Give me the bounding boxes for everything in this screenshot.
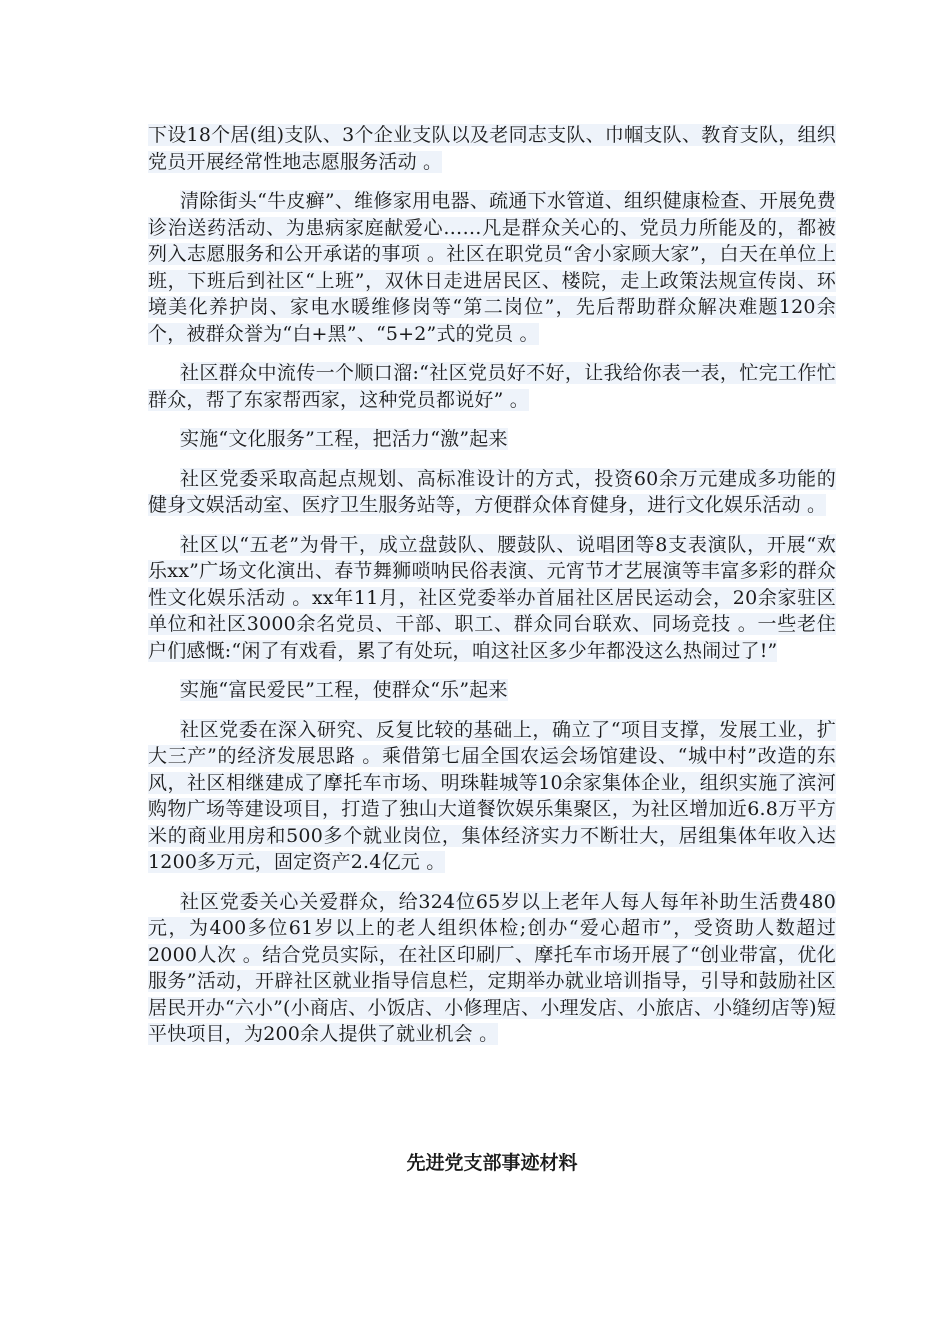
paragraph-text: 实施“富民爱民”工程，使群众“乐”起来 [180, 679, 508, 701]
paragraph-culture-facilities [148, 466, 836, 519]
paragraph-text: 社区党委在深入研究、反复比较的基础上，确立了“项目支撑，发展工业，扩大三产”的经济发展思路 。乘借第七届全国农运会场馆建设、“城中村”改造的东风，社区相继建成了摩托车市场、明珠鞋城等10余家集体企业，组织实施了滨河购物广场等建设项目，打造了独山大道餐饮娱乐集聚区，为社区增加近6.8万平方米的商业用房和500多个就业岗位，集体经济实力不断壮大，居组集体年收入达1200多万元，固定资产2.4亿元 。 [148, 718, 836, 873]
paragraph-text: 社区群众中流传一个顺口溜:“社区党员好不好，让我给你表一表，忙完工作忙群众，帮了东家帮西家，这种党员都说好” 。 [148, 362, 836, 411]
document-body [148, 122, 836, 1061]
paragraph-folk-rhyme [148, 360, 836, 413]
paragraph-text: 社区以“五老”为骨干，成立盘鼓队、腰鼓队、说唱团等8支表演队，开展“欢乐xx”广场文化演出、春节舞狮唢呐民俗表演、元宵节才艺展演等丰富多彩的群众性文化娱乐活动 。xx年11月，社区党委举办首届社区居民运动会，20余家驻区单位和社区3000余名党员、干部、职工、群众同台联欢、同场竞技 。一些老住户们感慨:“闲了有戏看，累了有处玩，咱这社区多少年都没这么热闹过了!” [148, 533, 836, 662]
section-heading-enrich-people [148, 677, 836, 704]
paragraph-text: 清除街头“牛皮癣”、维修家用电器、疏通下水管道、组织健康检查、开展免费诊治送药活动、为患病家庭献爱心……凡是群众关心的、党员力所能及的，都被列入志愿服务和公开承诺的事项 。社区在职党员“舍小家顾大家”，白天在单位上班，下班后到社区“上班”，双休日走进居民区、楼院，走上政策法规宣传岗、环境美化养护岗、家电水暖维修岗等“第二岗位”，先后帮助群众解决难题120余个，被群众誉为“白+黑”、“5+2”式的党员 。 [148, 190, 836, 345]
paragraph-text: 社区党委关心关爱群众，给324位65岁以上老年人每人每年补助生活费480元，为400多位61岁以上的老人组织体检;创办“爱心超市”，受资助人数超过2000人次 。结合党员实际，在社区印刷厂、摩托车市场开展了“创业带富，优化服务”活动，开辟社区就业指导信息栏，定期举办就业培训指导，引导和鼓励社区居民开办“六小”(小商店、小饭店、小修理店、小理发店、小旅店、小缝纫店等)短平快项目，为200余人提供了就业机会 。 [148, 890, 836, 1045]
document-title: 先进党支部事迹材料 [406, 1152, 578, 1174]
paragraph-text: 实施“文化服务”工程，把活力“激”起来 [180, 428, 508, 450]
paragraph-care-for-people [148, 889, 836, 1048]
paragraph-volunteer-services [148, 188, 836, 347]
paragraph-volunteer-teams [148, 122, 836, 175]
section-heading-culture-service [148, 426, 836, 453]
paragraph-economic-development [148, 717, 836, 876]
paragraph-text: 下设18个居(组)支队、3个企业支队以及老同志支队、巾帼支队、教育支队，组织党员开展经常性地志愿服务活动 。 [148, 124, 836, 173]
paragraph-performance-teams [148, 532, 836, 665]
paragraph-text: 社区党委采取高起点规划、高标准设计的方式，投资60余万元建成多功能的健身文娱活动室、医疗卫生服务站等，方便群众体育健身，进行文化娱乐活动 。 [148, 467, 836, 516]
